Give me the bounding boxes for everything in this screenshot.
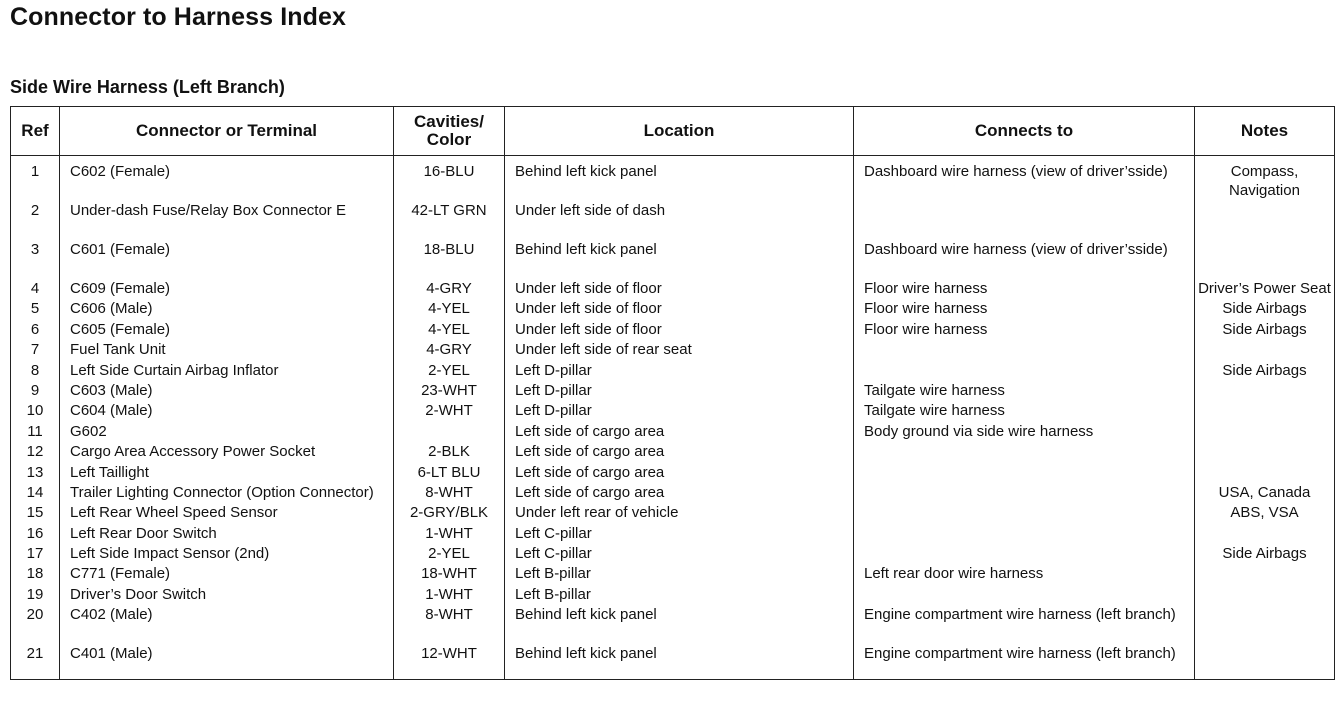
notes-cell	[1195, 585, 1335, 605]
ref-cell: 3	[11, 240, 60, 279]
connects-to-cell	[854, 544, 1195, 564]
connector-cell: C609 (Female)	[60, 279, 394, 299]
location-cell: Behind left kick panel	[505, 156, 854, 202]
location-cell: Under left side of rear seat	[505, 340, 854, 360]
connects-to-cell	[854, 463, 1195, 483]
connects-to-cell	[854, 524, 1195, 544]
connects-to-cell: Engine compartment wire harness (left branch)	[854, 605, 1195, 644]
connector-index-table	[10, 106, 1335, 680]
ref-cell: 19	[11, 585, 60, 605]
notes-cell	[1195, 381, 1335, 401]
ref-cell: 11	[11, 422, 60, 442]
header-location: Location	[505, 107, 854, 156]
connector-cell: C771 (Female)	[60, 564, 394, 584]
connector-cell: C402 (Male)	[60, 605, 394, 644]
connector-cell: C603 (Male)	[60, 381, 394, 401]
ref-cell: 15	[11, 503, 60, 523]
ref-cell: 13	[11, 463, 60, 483]
notes-cell	[1195, 401, 1335, 421]
cavities-cell: 12-WHT	[394, 644, 505, 679]
connects-to-cell: Floor wire harness	[854, 320, 1195, 340]
location-cell: Left side of cargo area	[505, 463, 854, 483]
ref-cell: 5	[11, 299, 60, 319]
location-cell: Behind left kick panel	[505, 605, 854, 644]
table-row	[11, 585, 1335, 605]
table-row	[11, 320, 1335, 340]
notes-cell	[1195, 463, 1335, 483]
connector-cell: Left Rear Wheel Speed Sensor	[60, 503, 394, 523]
connects-to-cell	[854, 201, 1195, 240]
ref-cell: 17	[11, 544, 60, 564]
cavities-cell: 2-GRY/BLK	[394, 503, 505, 523]
location-cell: Behind left kick panel	[505, 240, 854, 279]
location-cell: Under left side of floor	[505, 279, 854, 299]
connector-cell: G602	[60, 422, 394, 442]
cavities-cell: 1-WHT	[394, 524, 505, 544]
connector-cell: Under-dash Fuse/Relay Box Connector E	[60, 201, 394, 240]
cavities-cell: 2-YEL	[394, 361, 505, 381]
notes-cell	[1195, 524, 1335, 544]
table-row	[11, 361, 1335, 381]
ref-cell: 10	[11, 401, 60, 421]
ref-cell: 6	[11, 320, 60, 340]
location-cell: Left C-pillar	[505, 544, 854, 564]
connector-cell: C601 (Female)	[60, 240, 394, 279]
table-row	[11, 503, 1335, 523]
connector-cell: Left Side Impact Sensor (2nd)	[60, 544, 394, 564]
cavities-cell: 18-BLU	[394, 240, 505, 279]
ref-cell: 14	[11, 483, 60, 503]
cavities-cell: 8-WHT	[394, 605, 505, 644]
table-row	[11, 463, 1335, 483]
connector-cell: Left Side Curtain Airbag Inflator	[60, 361, 394, 381]
cavities-cell: 4-YEL	[394, 320, 505, 340]
ref-cell: 7	[11, 340, 60, 360]
table-row	[11, 156, 1335, 202]
connects-to-cell	[854, 483, 1195, 503]
header-connects-to: Connects to	[854, 107, 1195, 156]
connects-to-cell	[854, 503, 1195, 523]
location-cell: Left side of cargo area	[505, 442, 854, 462]
table-row	[11, 644, 1335, 679]
header-row	[11, 107, 1335, 156]
notes-cell: Side Airbags	[1195, 361, 1335, 381]
location-cell: Under left side of dash	[505, 201, 854, 240]
table-row	[11, 422, 1335, 442]
location-cell: Left D-pillar	[505, 401, 854, 421]
notes-cell: Driver’s Power Seat	[1195, 279, 1335, 299]
connects-to-cell	[854, 585, 1195, 605]
notes-cell: Side Airbags	[1195, 320, 1335, 340]
connects-to-cell	[854, 442, 1195, 462]
connector-cell: C401 (Male)	[60, 644, 394, 679]
location-cell: Under left side of floor	[505, 299, 854, 319]
notes-cell	[1195, 644, 1335, 679]
connector-cell: C606 (Male)	[60, 299, 394, 319]
notes-cell: Compass, Navigation	[1195, 156, 1335, 202]
ref-cell: 20	[11, 605, 60, 644]
notes-cell	[1195, 201, 1335, 240]
connects-to-cell: Floor wire harness	[854, 279, 1195, 299]
connects-to-cell: Dashboard wire harness (view of driver’sside)	[854, 240, 1195, 279]
section-title: Side Wire Harness (Left Branch)	[10, 77, 285, 97]
header-ref: Ref	[11, 107, 60, 156]
connects-to-cell	[854, 340, 1195, 360]
connector-cell: Left Taillight	[60, 463, 394, 483]
cavities-cell: 1-WHT	[394, 585, 505, 605]
table-row	[11, 401, 1335, 421]
header-connector: Connector or Terminal	[60, 107, 394, 156]
table-row	[11, 381, 1335, 401]
table-row	[11, 340, 1335, 360]
cavities-cell: 23-WHT	[394, 381, 505, 401]
cavities-cell: 4-GRY	[394, 279, 505, 299]
connector-cell: Trailer Lighting Connector (Option Connector)	[60, 483, 394, 503]
location-cell: Under left rear of vehicle	[505, 503, 854, 523]
cavities-cell: 6-LT BLU	[394, 463, 505, 483]
table-row	[11, 564, 1335, 584]
location-cell: Left D-pillar	[505, 381, 854, 401]
connector-cell: Driver’s Door Switch	[60, 585, 394, 605]
cavities-cell: 2-YEL	[394, 544, 505, 564]
connects-to-cell: Left rear door wire harness	[854, 564, 1195, 584]
notes-cell	[1195, 340, 1335, 360]
cavities-cell: 2-WHT	[394, 401, 505, 421]
notes-cell	[1195, 564, 1335, 584]
notes-cell: USA, Canada	[1195, 483, 1335, 503]
table-row	[11, 524, 1335, 544]
connects-to-cell: Floor wire harness	[854, 299, 1195, 319]
cavities-cell: 2-BLK	[394, 442, 505, 462]
table-row	[11, 483, 1335, 503]
cavities-cell: 4-YEL	[394, 299, 505, 319]
connects-to-cell: Tailgate wire harness	[854, 401, 1195, 421]
connects-to-cell: Body ground via side wire harness	[854, 422, 1195, 442]
location-cell: Left C-pillar	[505, 524, 854, 544]
connector-cell: Left Rear Door Switch	[60, 524, 394, 544]
header-cavities-line1: Cavities/	[414, 112, 484, 131]
table-row	[11, 240, 1335, 279]
notes-cell	[1195, 240, 1335, 279]
cavities-cell	[394, 422, 505, 442]
location-cell: Left B-pillar	[505, 585, 854, 605]
ref-cell: 4	[11, 279, 60, 299]
cavities-cell: 4-GRY	[394, 340, 505, 360]
page-title: Connector to Harness Index	[10, 3, 346, 31]
location-cell: Left side of cargo area	[505, 422, 854, 442]
ref-cell: 8	[11, 361, 60, 381]
cavities-cell: 8-WHT	[394, 483, 505, 503]
table-row	[11, 544, 1335, 564]
connects-to-cell	[854, 361, 1195, 381]
connector-cell: C605 (Female)	[60, 320, 394, 340]
ref-cell: 2	[11, 201, 60, 240]
ref-cell: 18	[11, 564, 60, 584]
cavities-cell: 42-LT GRN	[394, 201, 505, 240]
notes-cell	[1195, 442, 1335, 462]
header-notes: Notes	[1195, 107, 1335, 156]
table-row	[11, 442, 1335, 462]
notes-cell: Side Airbags	[1195, 299, 1335, 319]
header-cavities	[394, 107, 505, 156]
connects-to-cell: Engine compartment wire harness (left branch)	[854, 644, 1195, 679]
location-cell: Left D-pillar	[505, 361, 854, 381]
connects-to-cell: Dashboard wire harness (view of driver’sside)	[854, 156, 1195, 202]
location-cell: Behind left kick panel	[505, 644, 854, 679]
ref-cell: 9	[11, 381, 60, 401]
notes-cell: ABS, VSA	[1195, 503, 1335, 523]
table-row	[11, 279, 1335, 299]
notes-cell	[1195, 605, 1335, 644]
header-cavities-line2: Color	[426, 130, 472, 149]
notes-cell	[1195, 422, 1335, 442]
location-cell: Left B-pillar	[505, 564, 854, 584]
cavities-cell: 16-BLU	[394, 156, 505, 202]
ref-cell: 1	[11, 156, 60, 202]
connects-to-cell: Tailgate wire harness	[854, 381, 1195, 401]
connector-cell: C604 (Male)	[60, 401, 394, 421]
location-cell: Left side of cargo area	[505, 483, 854, 503]
ref-cell: 16	[11, 524, 60, 544]
table-row	[11, 201, 1335, 240]
connector-cell: C602 (Female)	[60, 156, 394, 202]
connector-cell: Cargo Area Accessory Power Socket	[60, 442, 394, 462]
ref-cell: 12	[11, 442, 60, 462]
location-cell: Under left side of floor	[505, 320, 854, 340]
cavities-cell: 18-WHT	[394, 564, 505, 584]
connector-cell: Fuel Tank Unit	[60, 340, 394, 360]
table-row	[11, 299, 1335, 319]
table-row	[11, 605, 1335, 644]
ref-cell: 21	[11, 644, 60, 679]
notes-cell: Side Airbags	[1195, 544, 1335, 564]
